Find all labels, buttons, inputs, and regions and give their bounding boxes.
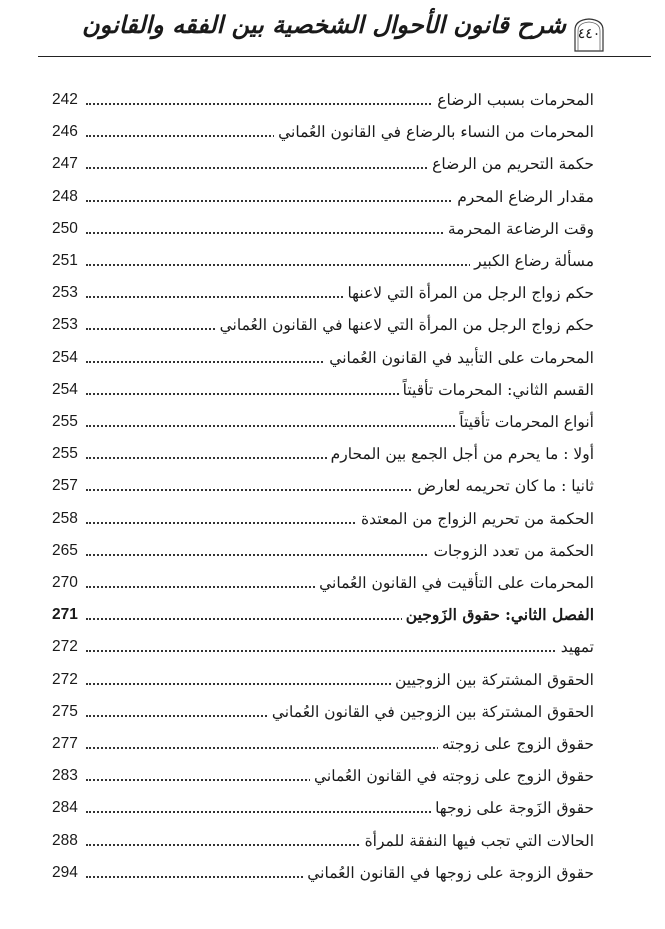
toc-entry (52, 571, 594, 603)
toc-entry-page: 272 (52, 635, 80, 659)
toc-entry-page: 275 (52, 700, 80, 724)
toc-entry-title: حقوق الزَوجة على زوجها (431, 796, 594, 820)
toc-entry (52, 185, 594, 217)
toc-entry (52, 474, 594, 506)
toc-entry-title: الحقوق المشتركة بين الزوجين في القانون العُماني (268, 700, 594, 724)
toc-entry-title: حقوق الزوجة على زوجها في القانون العُماني (303, 861, 594, 885)
toc-entry-page: 251 (52, 249, 80, 273)
toc-entry-title: مقدار الرضاع المحرم (453, 185, 594, 209)
toc-entry-title: المحرمات على التأبيد في القانون العُماني (325, 346, 594, 370)
toc-entry-page: 247 (52, 152, 80, 176)
toc-entry-title: مسألة رضاع الكبير (470, 249, 594, 273)
toc-entry-title: القسم الثاني: المحرمات تأقيتاً (399, 378, 594, 402)
toc-entry (52, 732, 594, 764)
toc-entry (52, 120, 594, 152)
toc-entry-title: ثانيا : ما كان تحريمه لعارض (413, 474, 594, 498)
toc-entry-page: 248 (52, 185, 80, 209)
toc-entry-title: حكم زواج الرجل من المرأة التي لاعنها في القانون العُماني (216, 313, 594, 337)
toc-entry (52, 700, 594, 732)
toc-entry (52, 635, 594, 667)
toc-entry-page: 294 (52, 861, 80, 885)
toc-entry-title: حقوق الزوج على زوجته في القانون العُماني (310, 764, 594, 788)
toc-entry-page: 265 (52, 539, 80, 563)
header-divider (38, 56, 651, 57)
toc-entry (52, 152, 594, 184)
toc-entry (52, 442, 594, 474)
toc-entry-title: الحالات التي تجب فيها النفقة للمرأة (361, 829, 594, 853)
toc-entry-page: 255 (52, 442, 80, 466)
toc-entry (52, 796, 594, 828)
toc-entry-title: حكم زواج الرجل من المرأة التي لاعنها (343, 281, 594, 305)
toc-entry-title: المحرمات على التأقيت في القانون العُماني (315, 571, 594, 595)
toc-entry-page: 255 (52, 410, 80, 434)
toc-entry (52, 217, 594, 249)
toc-entry-page: 242 (52, 88, 80, 112)
toc-entry-page: 272 (52, 668, 80, 692)
toc-entry-title: المحرمات من النساء بالرضاع في القانون العُماني (274, 120, 594, 144)
toc-entry (52, 410, 594, 442)
toc-entry-page: 246 (52, 120, 80, 144)
toc-entry (52, 603, 594, 635)
toc-entry-page: 254 (52, 378, 80, 402)
toc-entry-title: حكمة التحريم من الرضاع (428, 152, 594, 176)
toc-entry-title: الحكمة من تعدد الزوجات (429, 539, 594, 563)
toc-entry-title: الفصل الثاني: حقوق الزَوجين (402, 603, 594, 627)
toc-entry-title: تمهيد (557, 635, 594, 659)
toc-entry-title: الحقوق المشتركة بين الزوجيين (391, 668, 594, 692)
toc-entry-page: 288 (52, 829, 80, 853)
book-title: شرح قانون الأحوال الشخصية بين الفقه والقانون (82, 10, 566, 39)
toc-entry-title: حقوق الزوج على زوجته (438, 732, 594, 756)
toc-entry-page: 277 (52, 732, 80, 756)
toc-entry-page: 253 (52, 313, 80, 337)
toc-entry (52, 539, 594, 571)
toc-entry-page: 253 (52, 281, 80, 305)
toc-entry (52, 346, 594, 378)
toc-entry (52, 507, 594, 539)
page-header (0, 0, 665, 60)
toc-entry (52, 378, 594, 410)
page-number: ٤٤٠ (577, 26, 601, 42)
toc-entry-title: أنواع المحرمات تأقيتاً (455, 410, 594, 434)
toc-entry-title: أولا : ما يحرم من أجل الجمع بين المحارم (327, 442, 594, 466)
toc-entry-page: 283 (52, 764, 80, 788)
toc-entry-page: 271 (52, 603, 80, 627)
toc-entry-page: 284 (52, 796, 80, 820)
toc-entry (52, 313, 594, 345)
toc-entry (52, 88, 594, 120)
toc-entry-page: 257 (52, 474, 80, 498)
toc-entry-title: الحكمة من تحريم الزواج من المعتدة (357, 507, 594, 531)
toc-entry-page: 250 (52, 217, 80, 241)
toc-entry-title: وقت الرضاعة المحرمة (444, 217, 594, 241)
toc-entry-page: 270 (52, 571, 80, 595)
toc-entry-page: 258 (52, 507, 80, 531)
toc-entry-title: المحرمات بسبب الرضاع (433, 88, 594, 112)
toc-entry (52, 764, 594, 796)
toc-entry (52, 668, 594, 700)
dot-leader (86, 650, 594, 652)
toc-entry (52, 861, 594, 893)
toc-entry (52, 249, 594, 281)
toc-entry-page: 254 (52, 346, 80, 370)
toc-entry (52, 829, 594, 861)
toc-entry (52, 281, 594, 313)
